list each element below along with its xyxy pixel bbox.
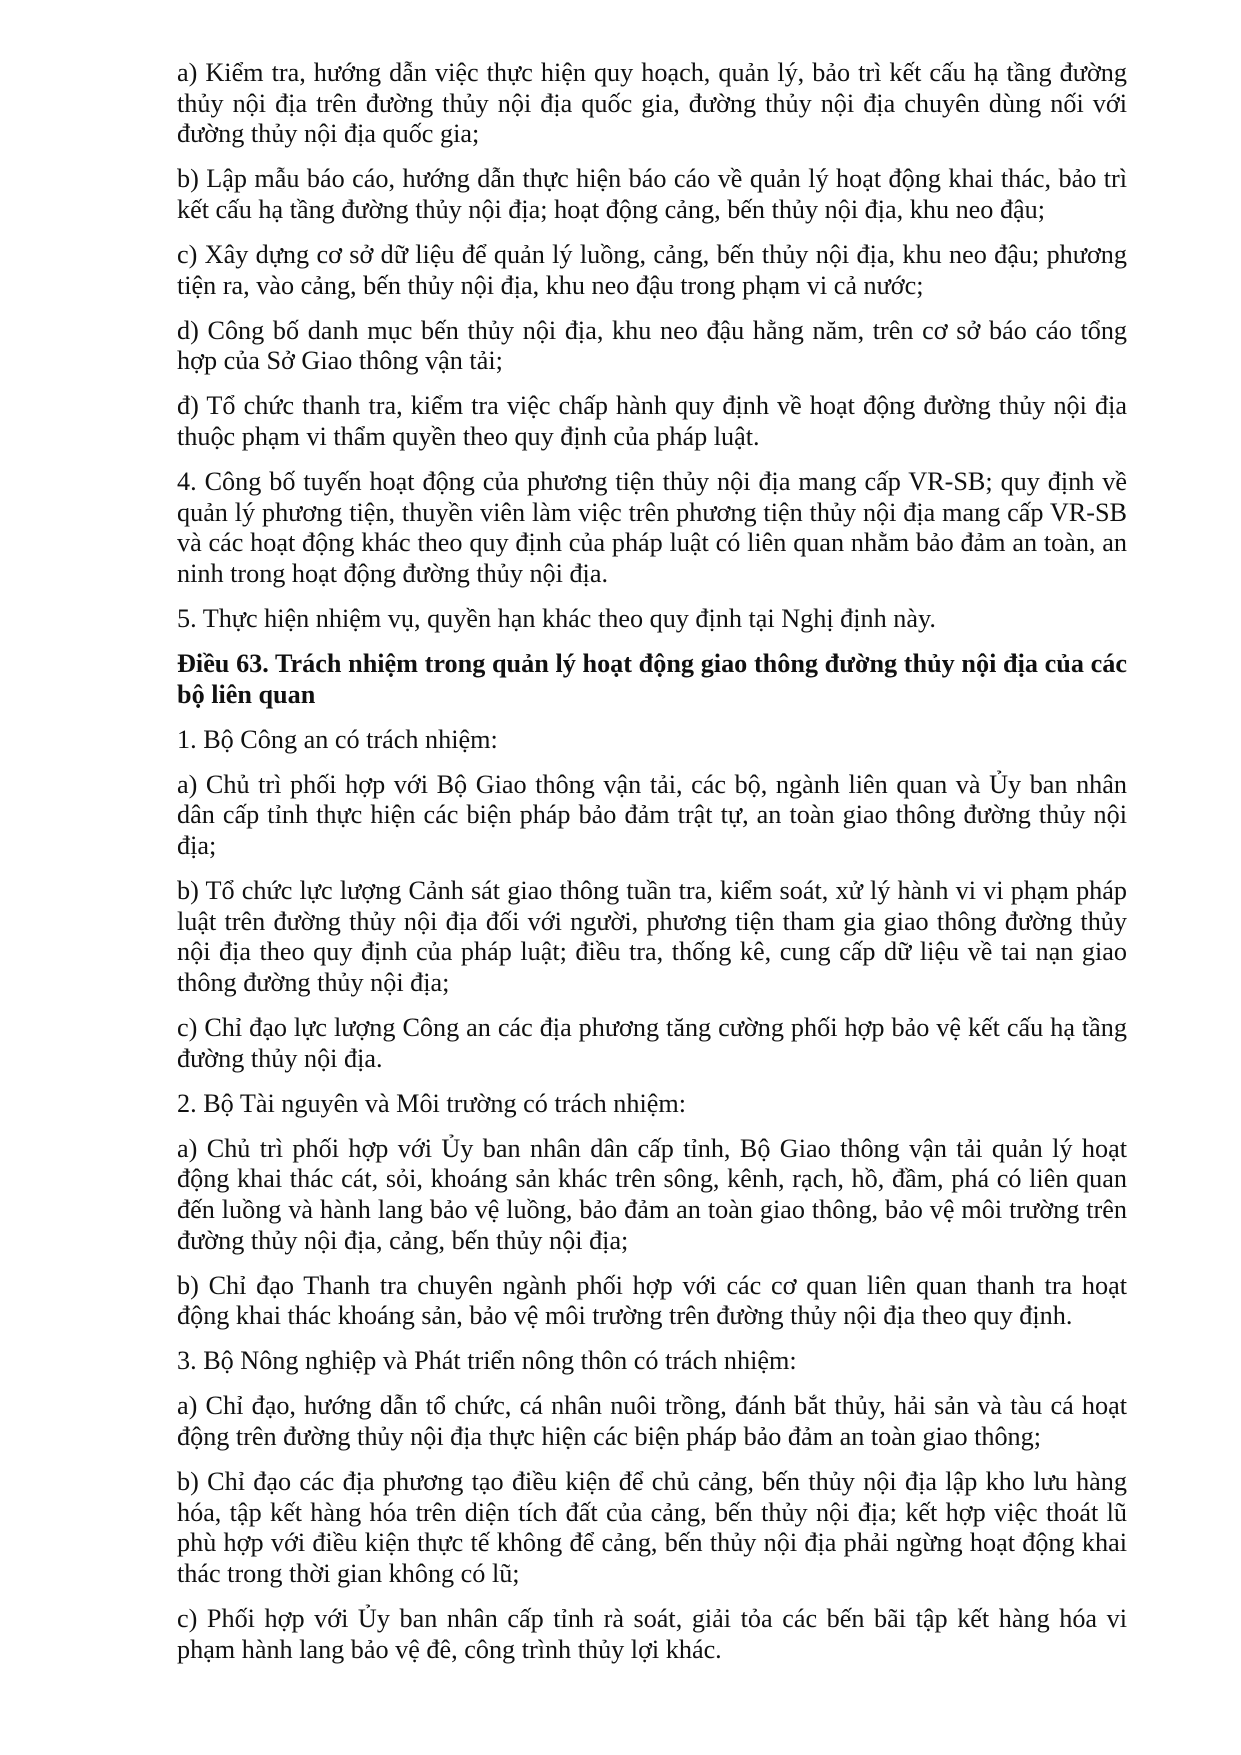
paragraph-clause-1: 1. Bộ Công an có trách nhiệm: xyxy=(177,724,498,754)
paragraph-3d: d) Công bố danh mục bến thủy nội địa, khu neo đậu hằng năm, trên cơ sở báo cáo tổng hợp của Sở Giao thông vận tải; xyxy=(177,315,1127,376)
paragraph-clause-4: 4. Công bố tuyến hoạt động của phương tiện thủy nội địa mang cấp VR-SB; quy định về quản lý phương tiện, thuyền viên làm việc trên phương tiện thủy nội địa mang cấp VR-SB và các hoạt động khác theo quy định của pháp luật có liên quan nhằm bảo đảm an toàn, an ninh trong hoạt động đường thủy nội địa. xyxy=(177,467,1127,588)
paragraph-1a: a) Chủ trì phối hợp với Bộ Giao thông vận tải, các bộ, ngành liên quan và Ủy ban nhân dân cấp tỉnh thực hiện các biện pháp bảo đảm trật tự, an toàn giao thông đường thủy nội địa; xyxy=(177,769,1127,860)
paragraph-3-a: a) Chỉ đạo, hướng dẫn tổ chức, cá nhân nuôi trồng, đánh bắt thủy, hải sản và tàu cá hoạt động trên đường thủy nội địa thực hiện các biện pháp bảo đảm an toàn giao thông; xyxy=(177,1391,1127,1451)
paragraph-1b: b) Tổ chức lực lượng Cảnh sát giao thông tuần tra, kiểm soát, xử lý hành vi vi phạm pháp luật trên đường thủy nội địa đối với người, phương tiện tham gia giao thông đường thủy nội địa theo quy định của pháp luật; điều tra, thống kê, cung cấp dữ liệu về tai nạn giao thông đường thủy nội địa; xyxy=(177,876,1127,997)
paragraph-3-c: c) Phối hợp với Ủy ban nhân cấp tỉnh rà soát, giải tỏa các bến bãi tập kết hàng hóa vi phạm hành lang bảo vệ đê, công trình thủy lợi khác. xyxy=(177,1603,1127,1664)
article-63-heading: Điều 63. Trách nhiệm trong quản lý hoạt động giao thông đường thủy nội địa của các bộ liên quan xyxy=(177,649,1127,709)
paragraph-1c: c) Chỉ đạo lực lượng Công an các địa phương tăng cường phối hợp bảo vệ kết cấu hạ tầng đường thủy nội địa. xyxy=(177,1012,1127,1073)
paragraph-3a: a) Kiểm tra, hướng dẫn việc thực hiện quy hoạch, quản lý, bảo trì kết cấu hạ tầng đường thủy nội địa trên đường thủy nội địa quốc gia, đường thủy nội địa chuyên dùng nối với đường thủy nội địa quốc gia; xyxy=(177,58,1127,149)
paragraph-2b: b) Chỉ đạo Thanh tra chuyên ngành phối hợp với các cơ quan liên quan thanh tra hoạt động khai thác khoáng sản, bảo vệ môi trường trên đường thủy nội địa theo quy định. xyxy=(177,1270,1127,1331)
paragraph-clause-2: 2. Bộ Tài nguyên và Môi trường có trách nhiệm: xyxy=(177,1088,687,1118)
paragraph-3b: b) Lập mẫu báo cáo, hướng dẫn thực hiện báo cáo về quản lý hoạt động khai thác, bảo trì kết cấu hạ tầng đường thủy nội địa; hoạt động cảng, bến thủy nội địa, khu neo đậu; xyxy=(177,164,1127,224)
document-page xyxy=(177,58,1127,1680)
paragraph-clause-5: 5. Thực hiện nhiệm vụ, quyền hạn khác theo quy định tại Nghị định này. xyxy=(177,603,936,633)
paragraph-3c: c) Xây dựng cơ sở dữ liệu để quản lý luồng, cảng, bến thủy nội địa, khu neo đậu; phương tiện ra, vào cảng, bến thủy nội địa, khu neo đậu trong phạm vi cả nước; xyxy=(177,239,1127,300)
paragraph-clause-3: 3. Bộ Nông nghiệp và Phát triển nông thôn có trách nhiệm: xyxy=(177,1346,797,1376)
paragraph-2a: a) Chủ trì phối hợp với Ủy ban nhân dân cấp tỉnh, Bộ Giao thông vận tải quản lý hoạt động khai thác cát, sỏi, khoáng sản khác trên sông, kênh, rạch, hồ, đầm, phá có liên quan đến luồng và hành lang bảo vệ luồng, bảo đảm an toàn giao thông, bảo vệ môi trường trên đường thủy nội địa, cảng, bến thủy nội địa; xyxy=(177,1133,1127,1255)
paragraph-3dd: đ) Tổ chức thanh tra, kiểm tra việc chấp hành quy định về hoạt động đường thủy nội địa thuộc phạm vi thẩm quyền theo quy định của pháp luật. xyxy=(177,391,1127,451)
paragraph-3-b: b) Chỉ đạo các địa phương tạo điều kiện để chủ cảng, bến thủy nội địa lập kho lưu hàng hóa, tập kết hàng hóa trên diện tích đất của cảng, bến thủy nội địa; kết hợp việc thoát lũ phù hợp với điều kiện thực tế không để cảng, bến thủy nội địa phải ngừng hoạt động khai thác trong thời gian không có lũ; xyxy=(177,1467,1127,1588)
